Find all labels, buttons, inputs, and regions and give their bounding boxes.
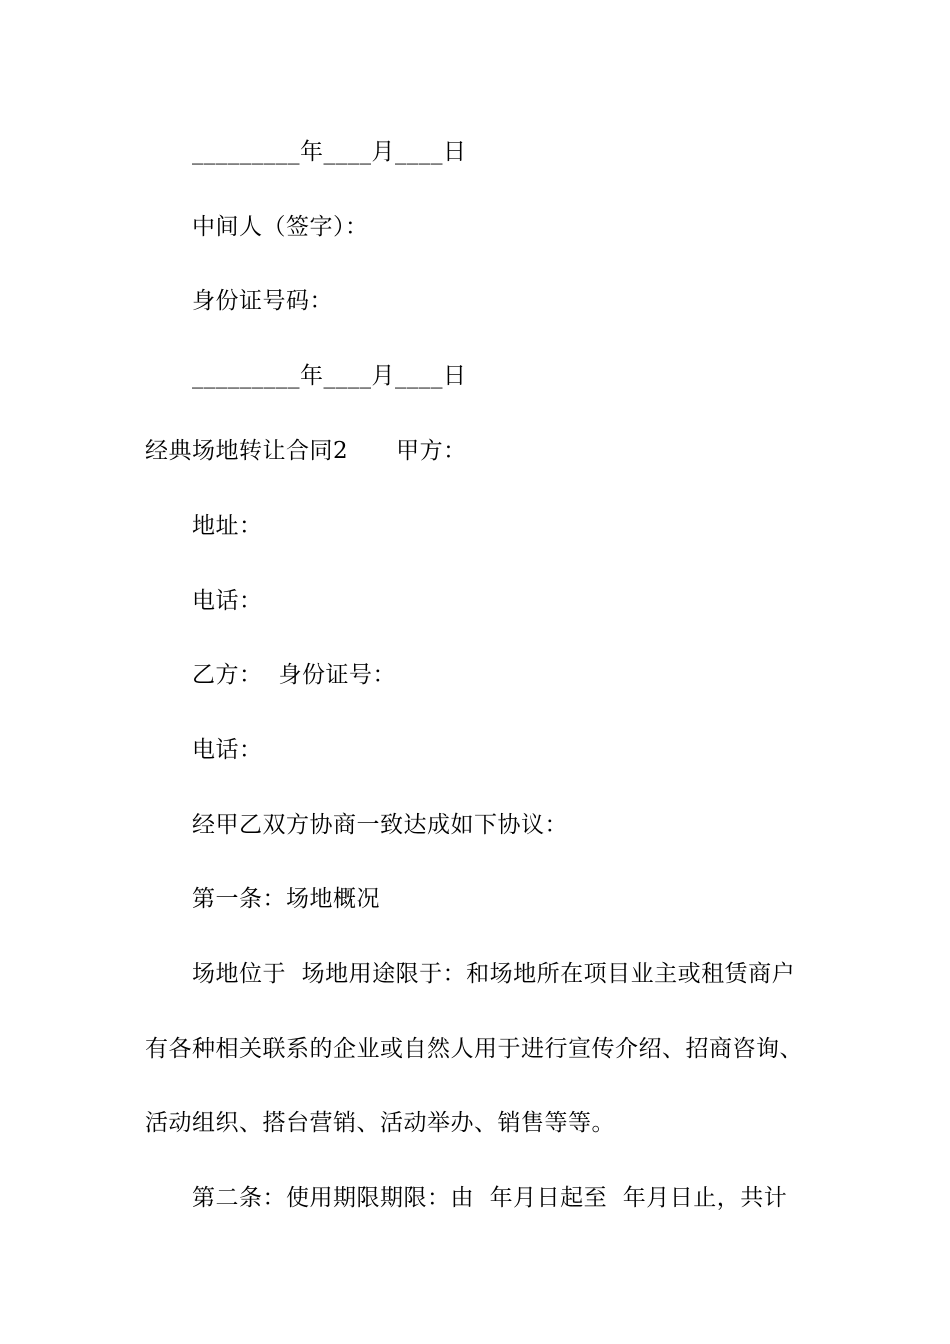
contract-title: 经典场地转让合同2	[145, 438, 349, 464]
party-b-id-label: 身份证号：	[278, 662, 396, 688]
party-b-line	[192, 660, 396, 690]
phone-label: 电话：	[192, 588, 263, 614]
party-b-label: 乙方：	[192, 662, 263, 688]
date-line: _________年____月____日	[192, 363, 467, 389]
intermediary-signature-label: 中间人（签字）：	[192, 214, 369, 240]
id-number-label: 身份证号码：	[192, 288, 333, 314]
date-line: _________年____月____日	[192, 139, 467, 165]
address-label: 地址：	[192, 513, 263, 539]
article-1-text-line: 活动组织、搭台营销、活动举办、销售等等。	[145, 1110, 615, 1136]
article-2-text-line: 第二条：使用期限期限：由 年月日起至 年月日止，共计	[192, 1185, 788, 1211]
party-a-label: 甲方：	[396, 438, 467, 464]
phone-label: 电话：	[192, 737, 263, 763]
article-1-text-line: 有各种相关联系的企业或自然人用于进行宣传介绍、招商咨询、	[145, 1036, 803, 1062]
article-1-title: 第一条：场地概况	[192, 886, 380, 912]
agreement-intro: 经甲乙双方协商一致达成如下协议：	[192, 812, 568, 838]
article-1-text-line: 场地位于 场地用途限于：和场地所在项目业主或租赁商户	[192, 961, 796, 987]
contract-heading-line	[145, 436, 467, 466]
